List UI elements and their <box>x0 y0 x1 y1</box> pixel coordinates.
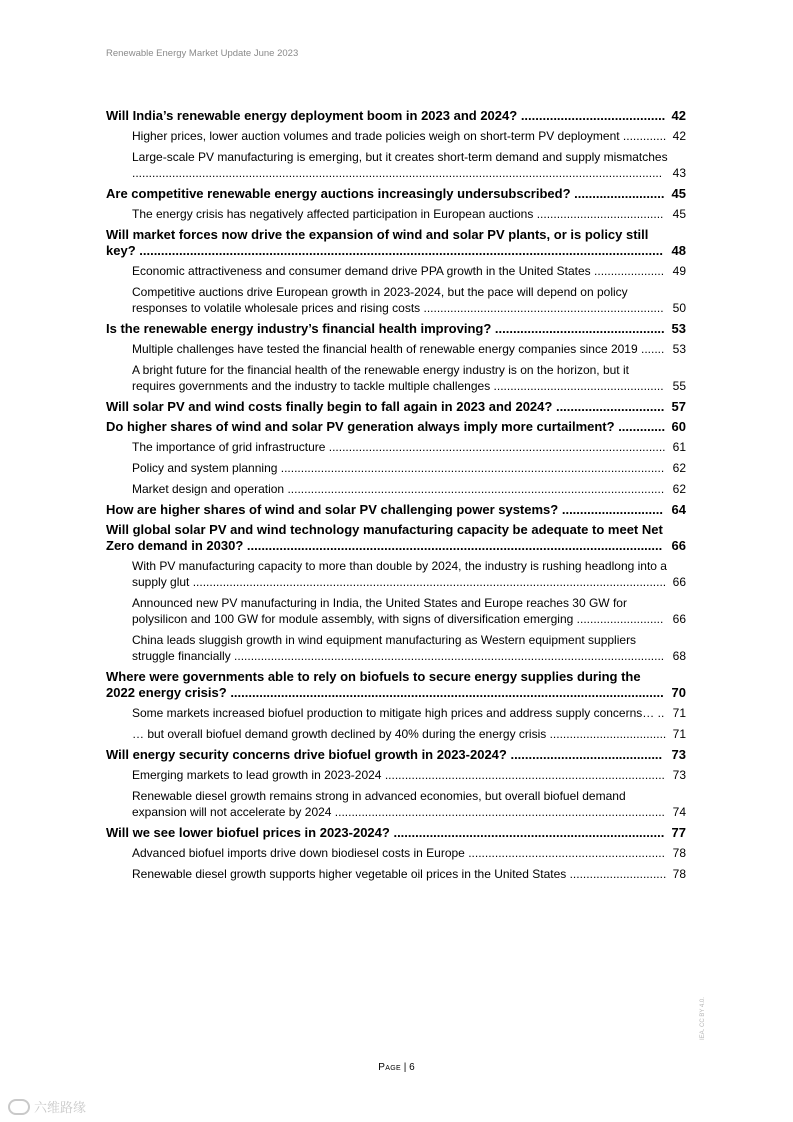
toc-entry-title: Large-scale PV manufacturing is emerging, but it creates short-term demand and supply mismatches <box>132 150 668 164</box>
toc-page-number: 62 <box>672 482 686 496</box>
dot-leader: .................................................................................... <box>381 768 665 782</box>
toc-page-number: 66 <box>672 575 686 589</box>
toc-page-number: 50 <box>672 301 686 315</box>
toc-entry-title: Will energy security concerns drive biofuel growth in 2023-2024? <box>106 747 507 762</box>
toc-page-number: 43 <box>672 166 686 180</box>
toc-entry-title: Will market forces now drive the expansion of wind and solar PV plants, or is policy still key? <box>106 227 649 258</box>
toc-entry-title: Renewable diesel growth supports higher vegetable oil prices in the United States <box>132 867 567 881</box>
watermark-text: 六维路缘 <box>34 1100 87 1115</box>
toc-entry-title: Multiple challenges have tested the financial health of renewable energy companies since 2019 <box>132 342 638 356</box>
toc-heading-entry[interactable] <box>106 825 686 841</box>
toc-page-number: 60 <box>671 419 686 434</box>
toc-entry-title: Emerging markets to lead growth in 2023-2024 <box>132 768 382 782</box>
dot-leader: ................................................................................................................... <box>243 538 663 553</box>
toc-subentry[interactable] <box>106 206 686 222</box>
toc-page-number: 45 <box>671 186 686 201</box>
toc-heading-entry[interactable] <box>106 227 686 259</box>
toc-entry-title: Do higher shares of wind and solar PV generation always imply more curtailment? <box>106 419 615 434</box>
toc-entry-title: Will we see lower biofuel prices in 2023-2024? <box>106 825 390 840</box>
toc-entry-title: Competitive auctions drive European growth in 2023-2024, but the pace will depend on policy responses to volatile wholesale prices and rising costs <box>132 285 628 315</box>
toc-page-number: 53 <box>671 321 686 336</box>
dot-leader: ........................................................................................................................ <box>226 685 664 700</box>
toc-heading-entry[interactable] <box>106 186 686 202</box>
toc-entry-title: Economic attractiveness and consumer demand drive PPA growth in the United States <box>132 264 591 278</box>
toc-heading-entry[interactable] <box>106 747 686 763</box>
dot-leader: ........................................................................ <box>420 301 664 315</box>
dot-leader: ............. <box>614 419 666 434</box>
toc-page-number: 78 <box>672 867 686 881</box>
dot-leader: ........................................................................... <box>389 825 665 840</box>
toc-entry-title: Is the renewable energy industry’s financial health improving? <box>106 321 492 336</box>
toc-heading-entry[interactable] <box>106 321 686 337</box>
toc-page-number: 62 <box>672 461 686 475</box>
toc-page-number: 66 <box>672 612 686 626</box>
toc-heading-entry[interactable] <box>106 419 686 435</box>
toc-entry-title: Will India’s renewable energy deployment boom in 2023 and 2024? <box>106 108 518 123</box>
toc-subentry[interactable] <box>106 705 686 721</box>
toc-entry-title: Where were governments able to rely on biofuels to secure energy supplies during the 2022 energy crisis? <box>106 669 641 700</box>
dot-leader: ............................................................................................................................................................... <box>132 166 663 180</box>
toc-entry-title: China leads sluggish growth in wind equipment manufacturing as Western equipment suppliers struggle financially <box>132 633 637 663</box>
toc-entry-title: The energy crisis has negatively affected participation in European auctions <box>132 207 534 221</box>
table-of-contents <box>106 104 686 887</box>
toc-page-number: 68 <box>672 649 686 663</box>
dot-leader: ....... <box>637 342 665 356</box>
toc-entry-title: … but overall biofuel demand growth declined by 40% during the energy crisis <box>132 727 547 741</box>
dot-leader: .......................................... <box>506 747 663 762</box>
toc-entry-title: Renewable diesel growth remains strong in advanced economies, but overall biofuel demand expansion will not accelerate by 2024 <box>132 789 626 819</box>
watermark <box>8 1097 86 1116</box>
license-credit: IEA. CC BY 4.0. <box>700 997 706 1040</box>
toc-entry-title: Advanced biofuel imports drive down biodiesel costs in Europe <box>132 846 465 860</box>
dot-leader: ........................................ <box>517 108 666 123</box>
toc-subentry[interactable] <box>106 481 686 497</box>
toc-subentry[interactable] <box>106 726 686 742</box>
dot-leader: ..................... <box>590 264 665 278</box>
dot-leader: ......................... <box>570 186 665 201</box>
toc-page-number: 48 <box>671 243 686 258</box>
toc-page-number: 42 <box>672 129 686 143</box>
dot-leader: .. <box>654 706 665 720</box>
toc-subentry[interactable] <box>106 788 686 820</box>
dot-leader: ........................................................... <box>464 846 665 860</box>
toc-subentry[interactable] <box>106 866 686 882</box>
toc-subentry[interactable] <box>106 362 686 394</box>
dot-leader: ............. <box>619 129 667 143</box>
toc-page-number: 73 <box>671 747 686 762</box>
toc-subentry[interactable] <box>106 284 686 316</box>
dot-leader: ...................................... <box>533 207 664 221</box>
toc-page-number: 74 <box>672 805 686 819</box>
dot-leader: .............................. <box>552 399 665 414</box>
toc-page-number: 42 <box>671 108 686 123</box>
toc-entry-title: A bright future for the financial health of the renewable energy industry is on the horizon, but it requires governments and the industry to tackle multiple challenges <box>132 363 629 393</box>
toc-subentry[interactable] <box>106 439 686 455</box>
toc-subentry[interactable] <box>106 845 686 861</box>
toc-heading-entry[interactable] <box>106 502 686 518</box>
toc-subentry[interactable] <box>106 460 686 476</box>
toc-subentry[interactable] <box>106 767 686 783</box>
toc-heading-entry[interactable] <box>106 522 686 554</box>
dot-leader: ................................................................................................................................. <box>230 649 665 663</box>
toc-page-number: 77 <box>671 825 686 840</box>
toc-entry-title: The importance of grid infrastructure <box>132 440 326 454</box>
toc-subentry[interactable] <box>106 149 686 181</box>
toc-page-number: 66 <box>671 538 686 553</box>
running-header: Renewable Energy Market Update June 2023 <box>106 48 299 59</box>
dot-leader: ................................................................................................................. <box>284 482 665 496</box>
toc-heading-entry[interactable] <box>106 669 686 701</box>
toc-page-number: 53 <box>672 342 686 356</box>
toc-subentry[interactable] <box>106 595 686 627</box>
dot-leader: ................................................................................................................... <box>277 461 665 475</box>
watermark-logo-icon <box>8 1099 30 1115</box>
toc-entry-title: Will global solar PV and wind technology manufacturing capacity be adequate to meet Net Zero demand in 2030? <box>106 522 663 553</box>
toc-page-number: 61 <box>672 440 686 454</box>
toc-page-number: 55 <box>672 379 686 393</box>
toc-heading-entry[interactable] <box>106 108 686 124</box>
toc-entry-title: Are competitive renewable energy auctions increasingly undersubscribed? <box>106 186 571 201</box>
toc-page-number: 70 <box>671 685 686 700</box>
toc-entry-title: How are higher shares of wind and solar PV challenging power systems? <box>106 502 559 517</box>
toc-entry-title: Announced new PV manufacturing in India, the United States and Europe reaches 30 GW for polysilicon and 100 GW for module assembly, with signs of diversification emerging <box>132 596 627 626</box>
toc-subentry[interactable] <box>106 128 686 144</box>
toc-page-number: 71 <box>672 706 686 720</box>
dot-leader: .............................................................................................................................................. <box>189 575 667 589</box>
dot-leader: ................................................................................................... <box>331 805 665 819</box>
dot-leader: ................................................... <box>490 379 664 393</box>
page-number <box>0 1062 793 1073</box>
dot-leader: ............................................... <box>491 321 665 336</box>
dot-leader: ..................................................................................................... <box>325 440 666 454</box>
toc-subentry[interactable] <box>106 632 686 664</box>
page-number-value: 6 <box>409 1062 415 1073</box>
toc-page-number: 57 <box>671 399 686 414</box>
toc-entry-title: Will solar PV and wind costs finally begin to fall again in 2023 and 2024? <box>106 399 553 414</box>
dot-leader: ............................ <box>558 502 663 517</box>
page-separator: | <box>403 1062 407 1073</box>
toc-entry-title: Market design and operation <box>132 482 285 496</box>
dot-leader: ............................. <box>566 867 667 881</box>
toc-entry-title: Policy and system planning <box>132 461 278 475</box>
toc-subentry[interactable] <box>106 263 686 279</box>
toc-page-number: 71 <box>672 727 686 741</box>
dot-leader: ................................... <box>546 727 667 741</box>
toc-entry-title: Some markets increased biofuel production to mitigate high prices and address supply concerns… <box>132 706 655 720</box>
dot-leader: ................................................................................................................................................. <box>135 243 663 258</box>
toc-page-number: 64 <box>671 502 686 517</box>
toc-page-number: 49 <box>672 264 686 278</box>
toc-page-number: 45 <box>672 207 686 221</box>
toc-entry-title: With PV manufacturing capacity to more than double by 2024, the industry is rushing headlong into a supply glut <box>132 559 667 589</box>
toc-subentry[interactable] <box>106 341 686 357</box>
toc-heading-entry[interactable] <box>106 399 686 415</box>
toc-subentry[interactable] <box>106 558 686 590</box>
toc-entry-title: Higher prices, lower auction volumes and trade policies weigh on short-term PV deployment <box>132 129 620 143</box>
dot-leader: .......................... <box>573 612 664 626</box>
page-label: Page <box>378 1062 401 1073</box>
toc-page-number: 73 <box>672 768 686 782</box>
toc-page-number: 78 <box>672 846 686 860</box>
